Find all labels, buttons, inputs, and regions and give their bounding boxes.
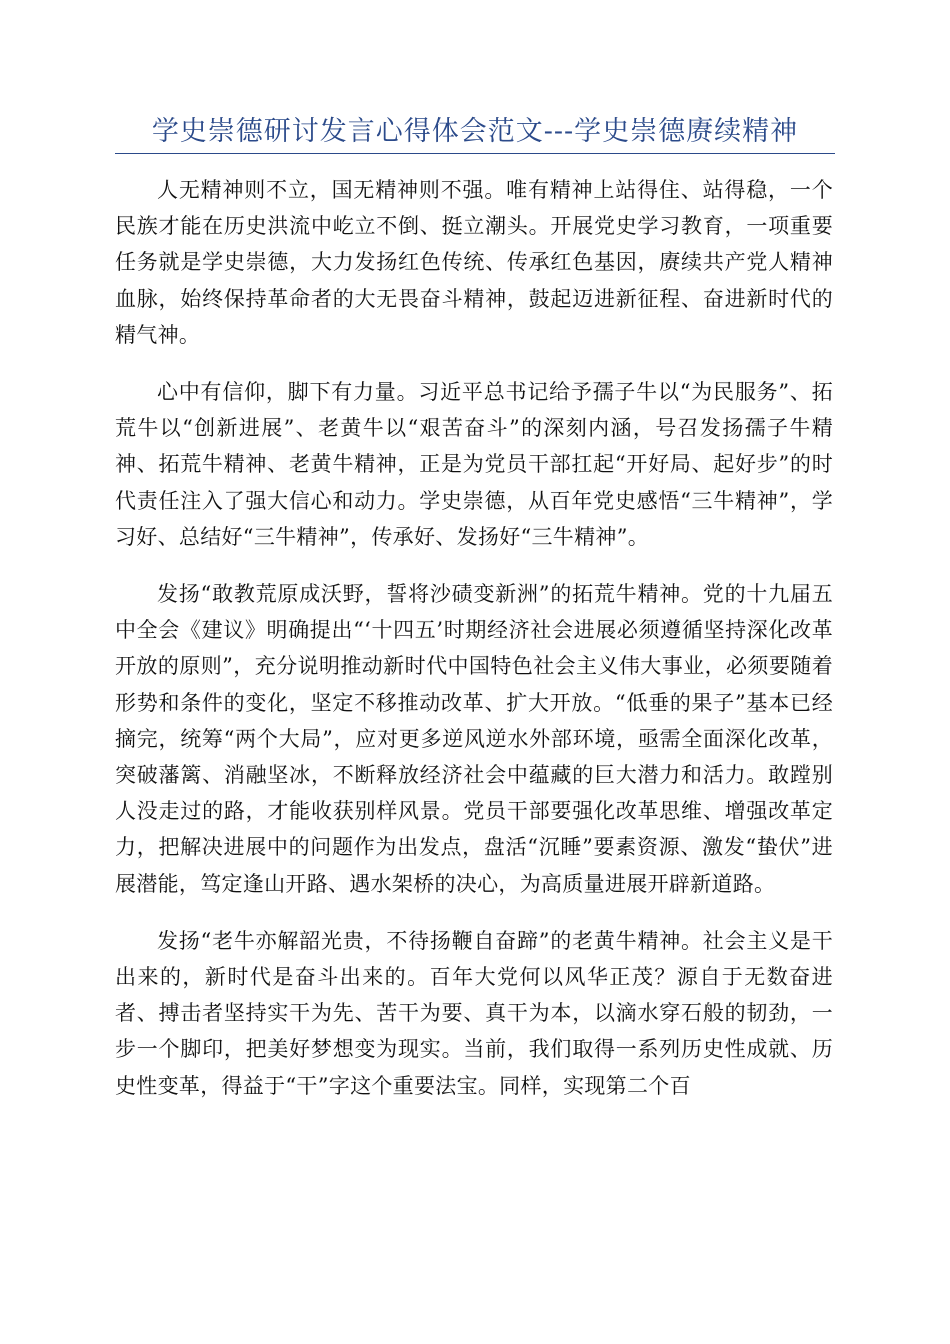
paragraph: 发扬“老牛亦解韶光贵，不待扬鞭自奋蹄”的老黄牛精神。社会主义是干出来的，新时代是奋斗出来的。百年大党何以风华正茂？源自于无数奋进者、搏击者坚持实干为先、苦干为要、真干为本，以滴水穿石般的韧劲，一步一个脚印，把美好梦想变为现实。当前，我们取得一系列历史性成就、历史性变革，得益于“干”字这个重要法宝。同样，实现第二个百	[115, 928, 833, 1098]
paragraph: 心中有信仰，脚下有力量。习近平总书记给予孺子牛以“为民服务”、拓荒牛以“创新进展”、老黄牛以“艰苦奋斗”的深刻内涵，号召发扬孺子牛精神、拓荒牛精神、老黄牛精神，正是为党员干部扛起“开好局、起好步”的时代责任注入了强大信心和动力。学史崇德，从百年党史感悟“三牛精神”，学习好、总结好“三牛精神”，传承好、发扬好“三牛精神”。	[115, 380, 833, 549]
document-title: 学史崇德研讨发言心得体会范文---学史崇德赓续精神	[151, 116, 799, 147]
paragraph: 发扬“敢教荒原成沃野，誓将沙碛变新洲”的拓荒牛精神。党的十九届五中全会《建议》明确提出“‘十四五’时期经济社会进展必须遵循坚持深化改革开放的原则”，充分说明推动新时代中国特色社会主义伟大事业，必须要随着形势和条件的变化，坚定不移推动改革、扩大开放。“低垂的果子”基本已经摘完，统筹“两个大局”，应对更多逆风逆水外部环境，亟需全面深化改革，突破藩篱、消融坚冰，不断释放经济社会中蕴藏的巨大潜力和活力。敢蹚别人没走过的路，才能收获别样风景。党员干部要强化改革思维、增强改革定力，把解决进展中的问题作为出发点，盘活“沉睡”要素资源、激发“蛰伏”进展潜能，笃定逢山开路、遇水架桥的决心，为高质量进展开辟新道路。	[115, 582, 833, 896]
title-underline	[115, 153, 835, 154]
paragraph: 人无精神则不立，国无精神则不强。唯有精神上站得住、站得稳，一个民族才能在历史洪流中屹立不倒、挺立潮头。开展党史学习教育，一项重要任务就是学史崇德，大力发扬红色传统、传承红色基因，赓续共产党人精神血脉，始终保持革命者的大无畏奋斗精神，鼓起迈进新征程、奋进新时代的精气神。	[115, 178, 833, 347]
document-body	[115, 172, 833, 1125]
